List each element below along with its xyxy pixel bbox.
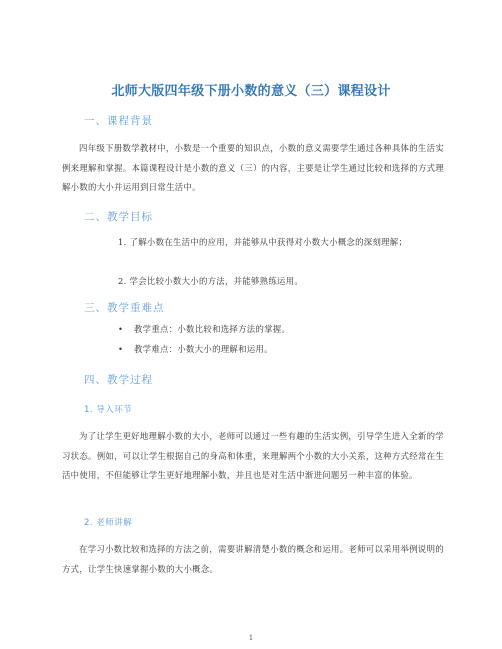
- goal-item-1: 1. 了解小数在生活中的应用，并能够从中获得对小数大小概念的深刻理解；: [118, 237, 408, 247]
- subheading-teacher: 2. 老师讲解: [84, 518, 133, 528]
- page-number: 1: [248, 634, 254, 642]
- paragraph-background: 四年级下册数学教材中，小数是一个重要的知识点，小数的意义需要学生通过各种具体的生活实例来理解和掌握。本篇课程设计是小数的意义（三）的内容，主要是让学生通过比较和选择的方式理解小数的大小并运用到日常生活中。: [62, 143, 444, 192]
- heading-keypoints: 三、教学重难点: [84, 302, 165, 314]
- heading-background: 一、课程背景: [84, 115, 153, 127]
- keypoint-item-2: [118, 340, 444, 360]
- paragraph-teacher: 在学习小数比较和选择的方法之前，需要讲解清楚小数的概念和运用。老师可以采用举例说明的方式，让学生快速掌握小数的大小概念。: [62, 544, 444, 574]
- paragraph-intro: 为了让学生更好地理解小数的大小，老师可以通过一些有趣的生活实例，引导学生进入全新的学习状态。例如，可以让学生根据自己的身高和体重，来理解两个小数的大小关系，这种方式经常在生活中使用，不但能够让学生更好地理解小数，并且也是对生活中渐进问题另一种丰富的体验。: [62, 431, 444, 480]
- keypoint-item-1: [118, 320, 444, 340]
- bullet-icon: •: [118, 344, 124, 354]
- goal-item-2: 2. 学会比较小数大小的方法，并能够熟练运用。: [118, 276, 304, 286]
- keypoint-text-2: 教学难点：小数大小的理解和运用。: [134, 344, 273, 354]
- heading-process: 四、教学过程: [84, 374, 153, 386]
- heading-goals: 二、教学目标: [84, 211, 153, 223]
- subheading-intro: 1. 导入环节: [84, 405, 133, 415]
- keypoint-text-1: 教学重点：小数比较和选择方法的掌握。: [134, 324, 291, 334]
- document-title: 北师大版四年级下册小数的意义（三）课程设计: [111, 84, 391, 99]
- bullet-icon: •: [118, 324, 124, 334]
